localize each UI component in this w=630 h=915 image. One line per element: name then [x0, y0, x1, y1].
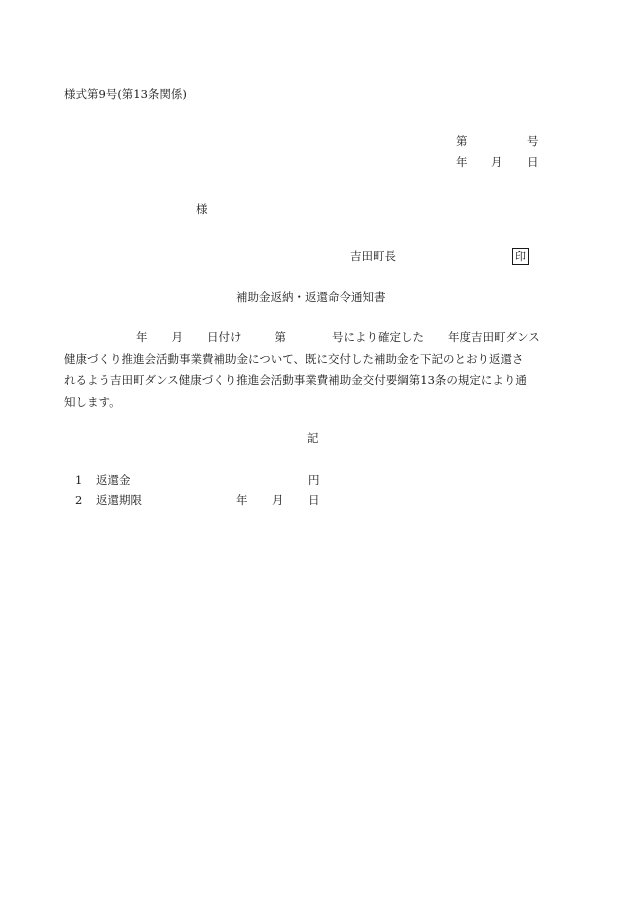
- item-2-month: 月: [272, 493, 284, 507]
- issuer-name: 吉田町長: [350, 249, 396, 263]
- ki-heading: 記: [307, 431, 319, 445]
- body-month: 月: [171, 330, 183, 344]
- body-year: 年: [136, 330, 148, 344]
- body-line-1: [64, 327, 566, 349]
- item-1-unit: 円: [308, 473, 320, 487]
- notice-body: [64, 327, 566, 413]
- date-month: 月: [491, 155, 503, 169]
- item-2-label: 返還期限: [96, 493, 142, 507]
- item-2-number: 2: [75, 493, 83, 507]
- body-go-text: 号により確定した: [332, 330, 424, 344]
- document-title: 補助金返納・返還命令通知書: [236, 290, 386, 304]
- body-dai: 第: [274, 330, 286, 344]
- body-dated: 日付け: [207, 330, 242, 344]
- date-day: 日: [527, 155, 539, 169]
- body-line1-rest: 年度吉田町ダンス: [448, 330, 540, 344]
- item-2-year: 年: [236, 493, 248, 507]
- doc-number-dai: 第: [456, 134, 468, 148]
- item-1-label: 返還金: [96, 473, 131, 487]
- body-line-3: れるよう吉田町ダンス健康づくり推進会活動事業費補助金交付要綱第13条の規定により通: [64, 373, 527, 387]
- body-line-4: 知します。: [64, 394, 121, 409]
- item-1-number: 1: [75, 473, 83, 487]
- seal-mark: 印: [512, 248, 529, 265]
- doc-number-go: 号: [527, 134, 539, 148]
- form-number-label: 様式第9号(第13条関係): [64, 87, 187, 101]
- body-line-2: 健康づくり推進会活動事業費補助金について、既に交付した補助金を下記のとおり返還さ: [64, 351, 524, 366]
- item-2-day: 日: [308, 493, 320, 507]
- addressee-honorific: 様: [196, 202, 208, 216]
- date-year: 年: [456, 155, 468, 169]
